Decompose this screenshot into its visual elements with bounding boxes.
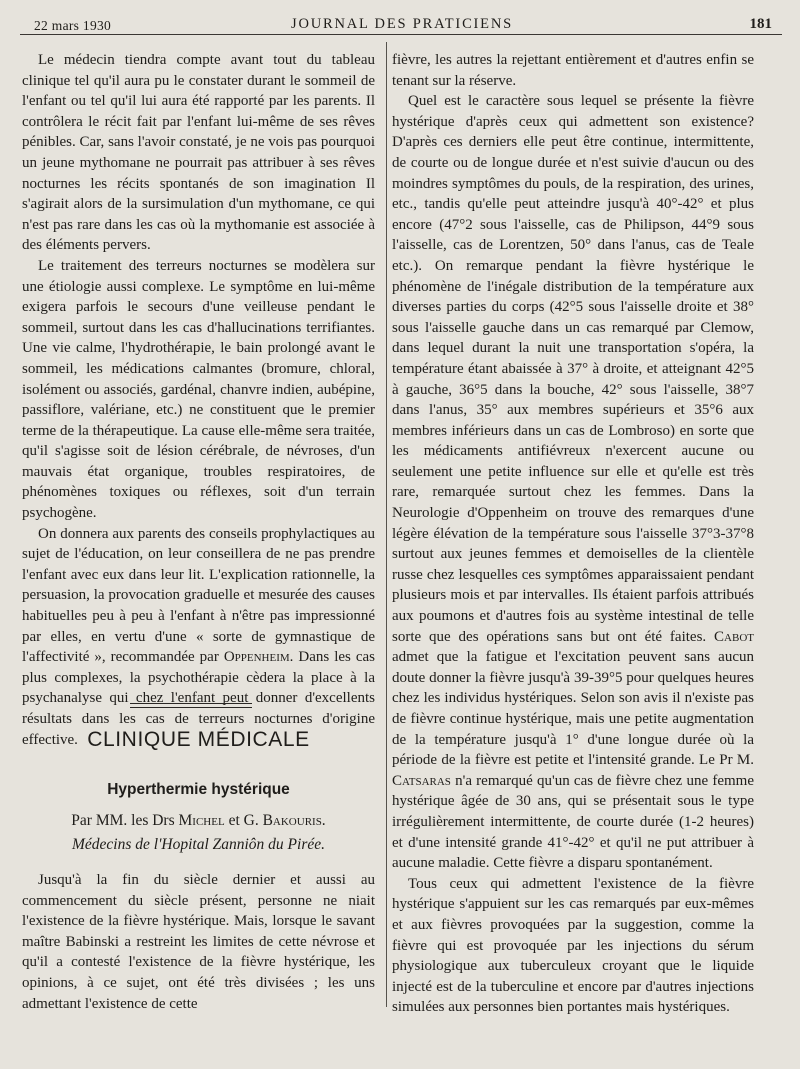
- paragraph-text: n'a remarqué qu'un cas de fièvre chez une femme hystérique âgée de 30 ans, qui se présentait sous le type irrégulièrement intermittente, de courte durée (1-2 heures) et d'une intensité grande 41°-42° et qu'il ne put attribuer à aucune maladie. Cette fièvre a disparu spontanément.: [392, 772, 754, 872]
- section-title: CLINIQUE MÉDICALE: [87, 728, 310, 751]
- paragraph-text: On donnera aux parents des conseils prophylactiques au sujet de l'éducation, on leur conseillera de ne pas prendre l'enfant avec eux dans leur lit. L'explication rationnelle, la persuasion, la provocation graduelle et mesurée des causes habituelles peu à peu à l'enfant à n'être pas impressionné par elles, en vertu d'une « sorte de gymnastique de l'affectivité », recommandée par: [22, 525, 375, 666]
- page-number: 181: [749, 16, 772, 32]
- column-divider: [386, 42, 387, 1007]
- left-column: [22, 50, 375, 750]
- byline-prefix: Par MM. les Drs: [71, 812, 175, 829]
- byline-and: et G.: [228, 812, 259, 829]
- issue-date: 22 mars 1930: [34, 18, 112, 33]
- article-intro: [22, 870, 375, 1014]
- author-name: Cabot: [714, 628, 754, 645]
- paragraph-text: Dans les cas plus complexes, la psychothérapie cèdera la place à la psychanalyse qui chez l'enfant peut donner d'excellents résultats dans les cas de terreurs nocturnes d'origine effective.: [22, 649, 376, 748]
- author-name: Bakouris.: [262, 812, 326, 829]
- byline: [22, 812, 375, 830]
- right-column: [392, 50, 754, 1018]
- paragraph: Le traitement des terreurs nocturnes se modèlera sur une étiologie aussi complexe. Le symptôme en lui-même exigera parfois le secours d'une veilleuse pendant le sommeil, surtout dans les cas d'hallucinations terrifiantes. Une vie calme, l'hydrothérapie, le bain prolongé avant le sommeil, les médications calmantes (bromure, chloral, isolément ou associés, gardénal, chanvre indien, aubépine, passiflore, valériane, etc.) ne constituent que le premier terme de la thérapeutique. La cause elle-même sera traitée, qu'il s'agisse soit de lésion cérébrale, de névroses, d'un mauvais état organique, troubles respiratoires, de phénomènes toxiques ou réflexes, soit d'un terrain psychogène.: [22, 257, 375, 522]
- author-name: Michel: [178, 812, 225, 829]
- journal-title: JOURNAL DES PRATICIENS: [291, 16, 513, 32]
- author-name: Oppenheim.: [223, 649, 294, 666]
- section-divider: [130, 707, 252, 708]
- paragraph: Jusqu'à la fin du siècle dernier et aussi au commencement du siècle présent, personne ne niait l'existence de la fièvre hystérique. Mais, lorsque le savant maître Babinski a restreint les limites de cette névrose et qu'il a contesté l'existence de la fièvre hystérique, les opinions, à ce sujet, ont été très divisées ; les uns admettant l'existence de cette: [22, 872, 375, 1012]
- article-title: Hyperthermie hystérique: [107, 781, 290, 798]
- affiliation: Médecins de l'Hopital Zanniôn du Pirée.: [72, 836, 325, 853]
- paragraph: [392, 91, 754, 874]
- page-header: [22, 14, 782, 34]
- paragraph: [22, 524, 375, 751]
- paragraph-text: Quel est le caractère sous lequel se présente la fièvre hystérique d'après ceux qui admettent son existence? D'après ces derniers elle peut être continue, intermittente, de courte ou de longue durée et n'est suivie d'aucun ou des moindres symptômes du pouls, de la respiration, des urines, etc., tandis qu'elle peut atteindre jusqu'à 40°-42° et plus encore (47°2 sous l'aisselle, cas de Philipson, 44°9 sous l'aisselle, cas de Lorentzen, 50° dans l'anus, cas de Teale etc.). On remarque pendant la fièvre hystérique le phénomène de l'inégale distribution de la température aux diverses parties du corps (42°5 sous l'aisselle droite et 38° sous l'aisselle gauche dans un cas remarqué par Clemow, dans lequel durant la nuit une transportation s'opéra, la température étant abaissée à 37° à droite, et atteignant 42°5 à gauche, 36°5 dans la bouche, 42° sous l'aisselle, 38°7 dans l'anus, 35° aux membres supérieurs et 35°6 aux membres inférieurs dans un cas de Lombroso) en sorte que les médicaments antifiévreux n'exercent aucune ou seulement une petite influence sur elle et qu'elle est très rare, remarquée surtout chez les femmes. Dans la Neurologie d'Oppenheim on trouve des remarques d'une légère élévation de la température sous l'aisselle 37°3-37°8 surtout aux jeunes femmes et demoiselles de la clientèle russe chez lesquelles ces symptômes apparaissaient pendant plusieurs mois et par intervalles. Ils étaient parfois attribués aux poumons et d'autres fois au système intestinal de telle sorte que des opérations sans but ont été faites.: [392, 93, 754, 645]
- paragraph: Tous ceux qui admettent l'existence de la fièvre hystérique s'appuient sur les cas remarqués par eux-mêmes et aux fièvres provoquées par la suggestion, comme la fièvre qui est provoquée par les injections du sérum physiologique aux tuberculeux croyant que le liquide injecté est de la tuberculine et encore par d'autres injections simulées aux personnes bien portantes mais hystériques.: [392, 875, 754, 1016]
- paragraph-text: admet que la fatigue et l'excitation peuvent sans aucun doute donner la fièvre jusqu'à 39-39°5 pour quelques heures chez les individus hystériques. Selon son avis il n'existe pas de fièvre continue hystérique, mais une petite augmentation de la température jusqu'à 1° d'une longue durée où la période de la fièvre est petite et l'intensité grande. Le Pr M.: [392, 649, 754, 769]
- paragraph: Le médecin tiendra compte avant tout du tableau clinique tel qu'il aura pu le constater durant le sommeil de l'enfant ou tel qu'il lui aura été rapporté par les parents. Il contrôlera le récit fait par l'enfant lui-même de ses rêves pénibles. Car, sans l'avoir constaté, je ne vois pas pourquoi un jeune mythomane ne pourrait pas attribuer à ses rêves nocturnes les récits spontanés de son imagination Il s'agirait alors de la sursimulation d'un mythomane, ce qui n'est pas rare dans les cas où la mythomanie est associée à des éléments pervers.: [22, 52, 375, 254]
- header-rule: [20, 34, 782, 35]
- paragraph: fièvre, les autres la rejettant entièrement et d'autres enfin se tenant sur la réserve.: [392, 52, 754, 89]
- author-name: Catsaras: [392, 772, 451, 789]
- section-divider: [130, 703, 252, 704]
